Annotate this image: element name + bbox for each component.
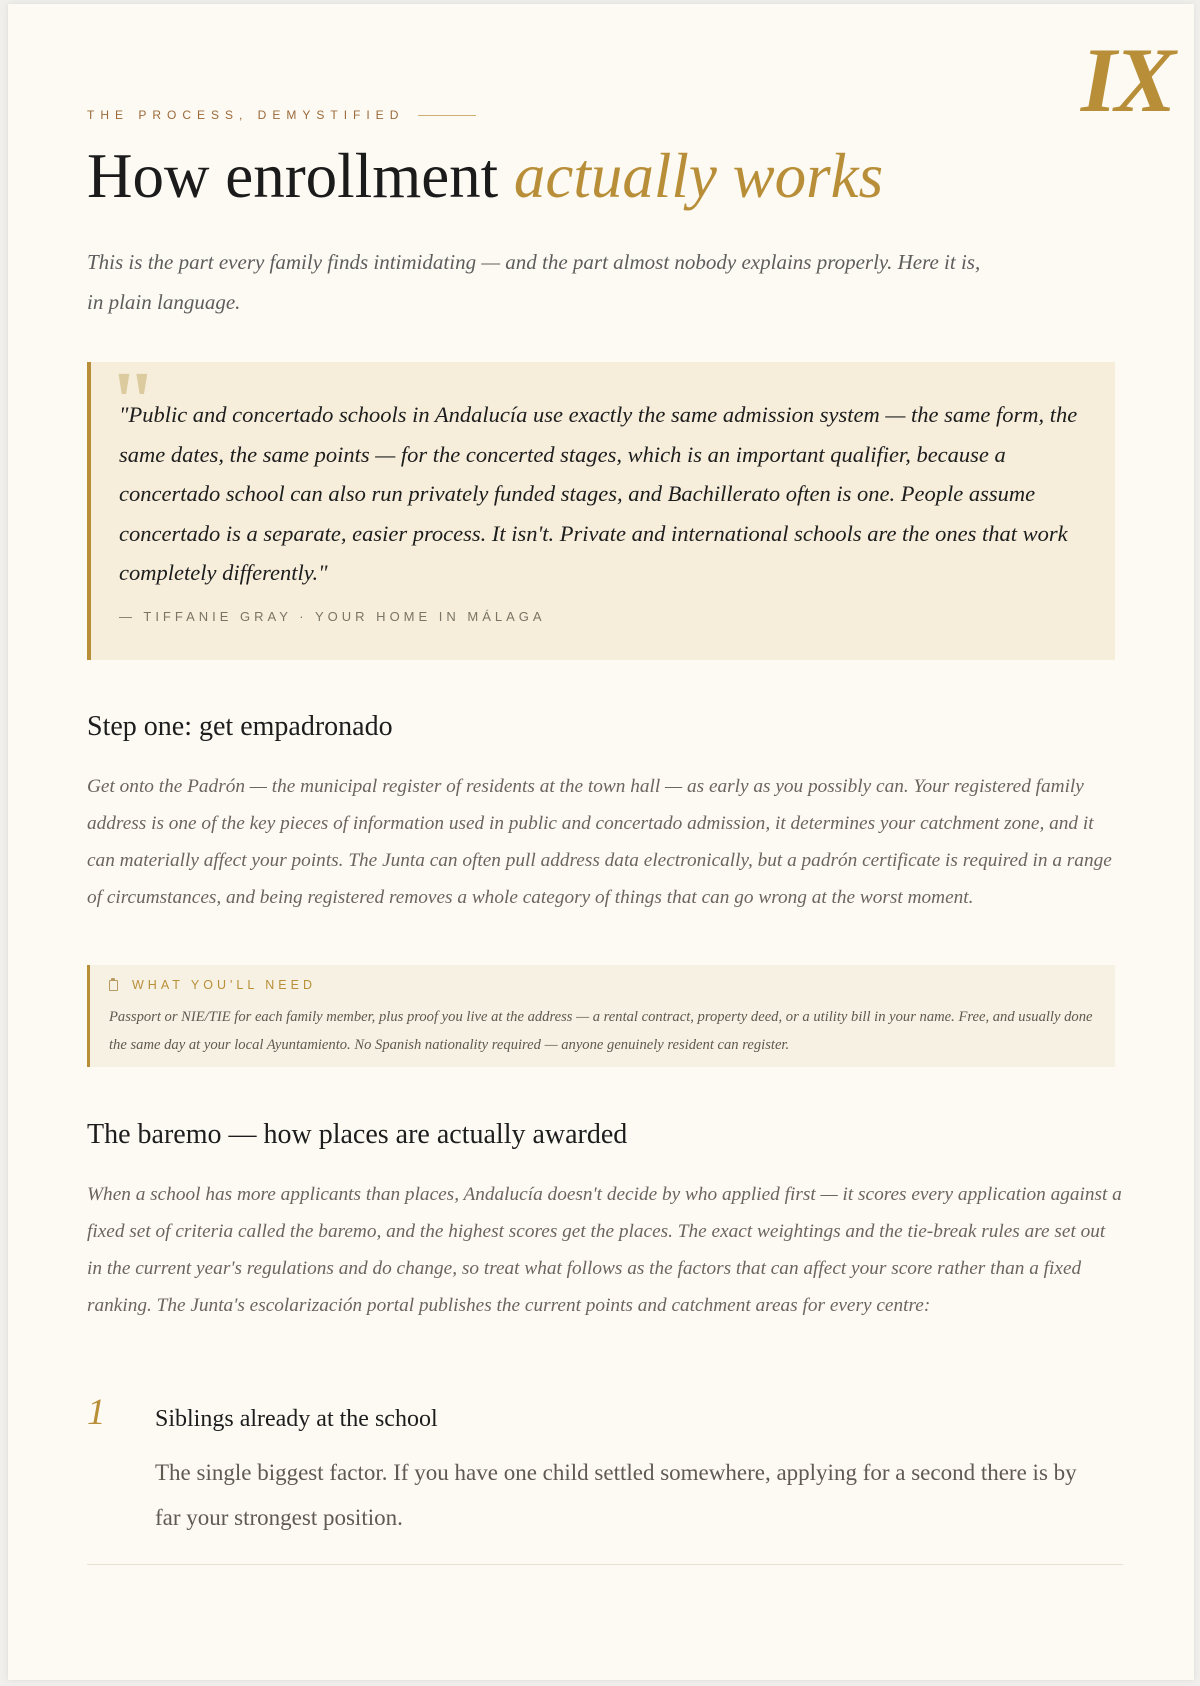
baremo-heading: The baremo — how places are actually awarded — [87, 1119, 628, 1150]
quote-text: "Public and concertado schools in Andalucía use exactly the same admission system — the same form, the same dates, the same points — for the concerted stages, which is an important qualifier, because a concertado school can also run privately funded stages, and Bachillerato often is one. People assume concertado is a separate, easier process. It isn't. Private and international schools are the ones that work completely differently." — [119, 402, 1078, 585]
factor-number: 1 — [87, 1392, 106, 1433]
lede: This is the part every family finds intimidating — and the part almost nobody explains properly. Here it is, in plain language. — [87, 250, 981, 314]
divider — [87, 1564, 1123, 1565]
what-you-need-callout — [87, 965, 1115, 1067]
pull-quote — [87, 353, 1115, 660]
callout-body: Passport or NIE/TIE for each family member, plus proof you live at the address — a rental contract, property deed, or a utility bill in your name. Free, and usually done the same day at your local Ayuntamiento. No Spanish nationality required — anyone genuinely resident can register. — [109, 1009, 1093, 1053]
clipboard-icon — [109, 980, 118, 991]
title-accent: actually works — [513, 141, 884, 211]
baremo-body: When a school has more applicants than places, Andalucía doesn't decide by who applied first — it scores every application against a fixed set of criteria called the baremo, and the highest scores get the places. The exact weightings and the tie-break rules are set out in the current year's regulations and do change, so treat what follows as the factors that can affect your score rather than a fixed ranking. The Junta's escolarización portal publishes the current points and catchment areas for every centre: — [87, 1184, 1122, 1316]
callout-heading: WHAT YOU'LL NEED — [132, 978, 317, 992]
step-one-heading: Step one: get empadronado — [87, 711, 393, 742]
callout-header — [109, 978, 316, 992]
eyebrow-rule — [418, 115, 476, 116]
page — [8, 4, 1194, 1680]
step-one-body: Get onto the Padrón — the municipal register of residents at the town hall — as early as you possibly can. Your registered family address is one of the key pieces of information used in public and concertado admission, it determines your catchment zone, and it can materially affect your points. The Junta can often pull address data electronically, but a padrón certificate is required in a range of circumstances, and being registered removes a whole category of things that can go wrong at the worst moment. — [87, 776, 1112, 908]
factor-title: Siblings already at the school — [155, 1406, 438, 1432]
quote-attribution: — TIFFANIE GRAY · YOUR HOME IN MÁLAGA — [119, 609, 546, 624]
title-plain: How enrollment — [87, 141, 514, 211]
eyebrow-label: THE PROCESS, DEMYSTIFIED — [87, 108, 405, 122]
chapter-number: IX — [1080, 29, 1174, 131]
factor-description: The single biggest factor. If you have one child settled somewhere, applying for a second there is by far your strongest position. — [155, 1460, 1077, 1530]
page-title — [87, 140, 883, 212]
quote-mark-icon: " — [109, 353, 157, 449]
eyebrow — [87, 108, 476, 122]
